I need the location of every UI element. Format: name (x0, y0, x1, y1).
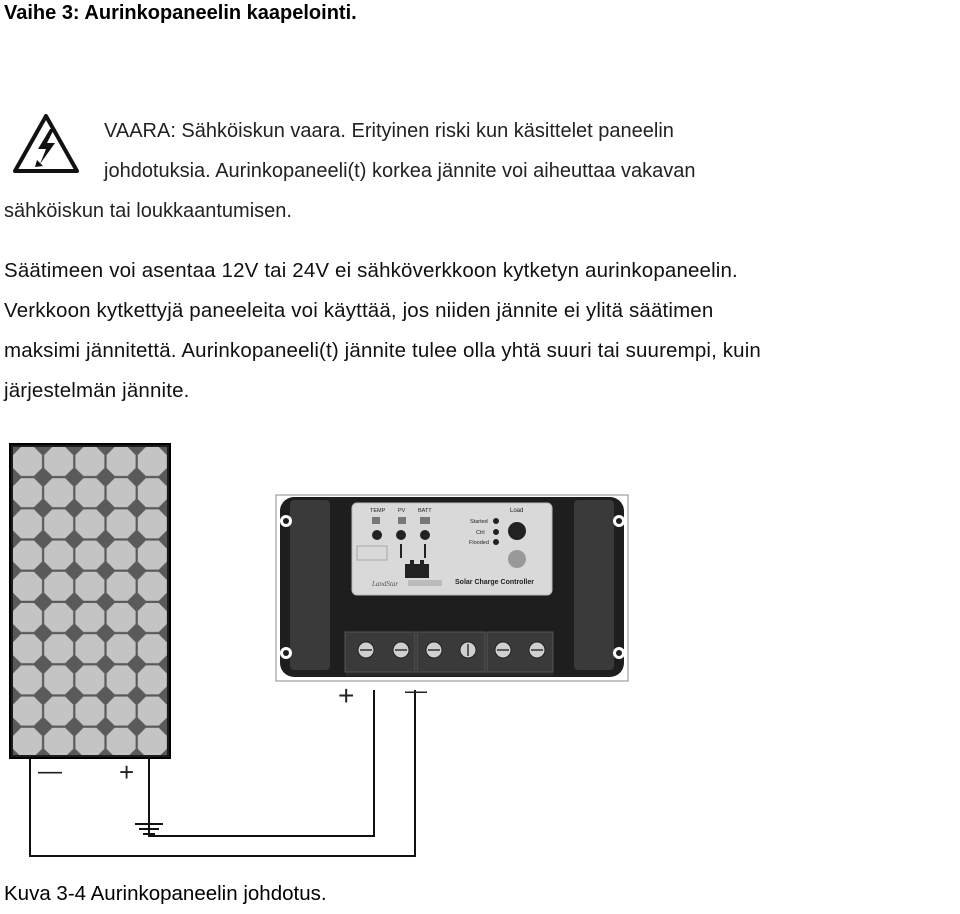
paragraph-line-1: Säätimeen voi asentaa 12V tai 24V ei sähköverkkoon kytketyn aurinkopaneelin. (4, 259, 738, 282)
solar-panel (10, 444, 170, 758)
panel-plus-label: + (119, 757, 135, 787)
panel-minus-label: — (38, 758, 62, 785)
led-pv (396, 530, 406, 540)
led-load (508, 522, 526, 540)
high-voltage-warning-icon (12, 113, 80, 175)
indicator-label-temp: TEMP (370, 508, 386, 514)
status-ctrl: Ctrl (476, 530, 485, 536)
figure-caption: Kuva 3-4 Aurinkopaneelin johdotus. (4, 882, 327, 905)
load-label: Load (510, 508, 524, 514)
paragraph-line-2: Verkkoon kytkettyjä paneeleita voi käyttää, jos niiden jännite ei ylitä säätimen (4, 299, 714, 322)
led-batt (420, 530, 430, 540)
button-load (508, 550, 526, 568)
paragraph-line-3: maksimi jännitettä. Aurinkopaneeli(t) jännite tulee olla yhtä suuri tai suurempi, kuin (4, 339, 761, 362)
indicator-label-batt: BATT (418, 508, 432, 514)
page-heading: Vaihe 3: Aurinkopaneelin kaapelointi. (4, 2, 357, 24)
status-flooded: Flooded (469, 540, 489, 546)
controller-minus-label: — (405, 678, 427, 703)
controller-name: Solar Charge Controller (455, 579, 534, 586)
charge-controller (276, 495, 628, 681)
controller-plus-label: + (338, 680, 355, 711)
warning-line-1: VAARA: Sähköiskun vaara. Erityinen riski kun käsittelet paneelin (104, 120, 674, 142)
paragraph-line-4: järjestelmän jännite. (4, 379, 190, 402)
warning-line-3: sähköiskun tai loukkaantumisen. (4, 200, 292, 222)
led-temp (372, 530, 382, 540)
indicator-label-pv: PV (398, 508, 406, 514)
wiring-diagram (0, 440, 960, 870)
brand-logo: LandStar (372, 580, 399, 588)
status-started: Started (470, 519, 488, 525)
warning-line-2: johdotuksia. Aurinkopaneeli(t) korkea jännite voi aiheuttaa vakavan (104, 160, 696, 182)
